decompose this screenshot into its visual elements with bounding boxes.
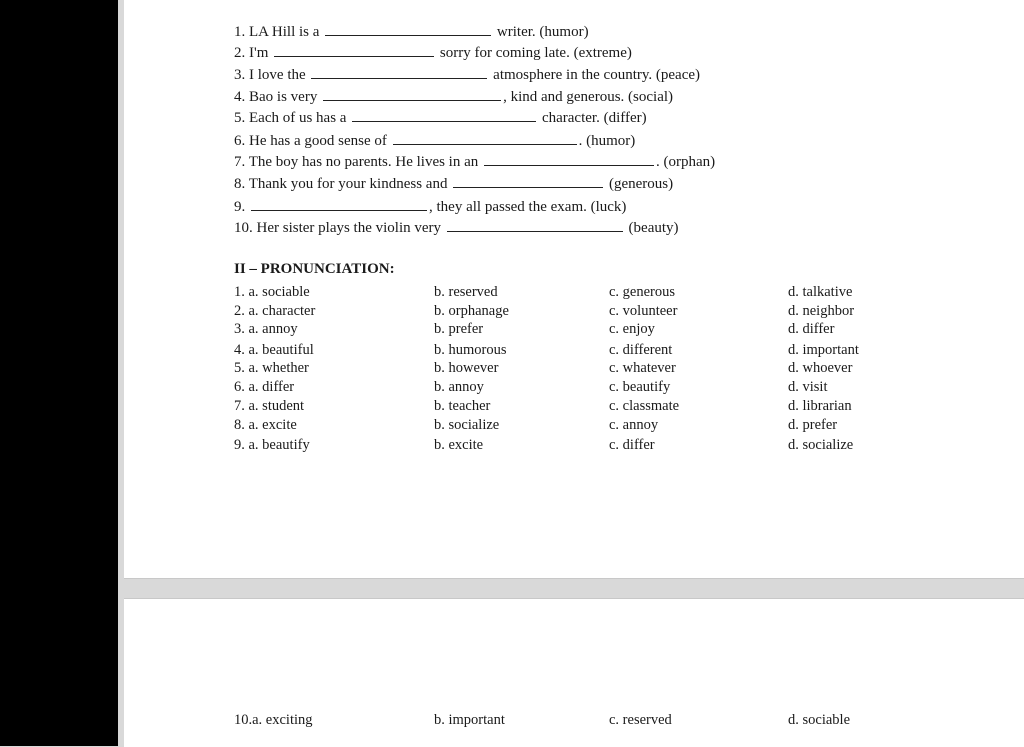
pronunciation-row: 10.a. exciting b. important c. reserved d. sociable [234,712,851,728]
answer-blank[interactable] [447,217,623,232]
pronunciation-row: 4. a. beautiful b. humorous c. different d. important [234,342,859,358]
document-page-1 [124,0,1024,579]
sentence-3: 3. I love the atmosphere in the country. (peace) [234,64,700,84]
answer-blank[interactable] [325,21,491,36]
pronunciation-row: 3. a. annoy b. prefer c. enjoy d. differ [234,321,835,337]
pronunciation-row: 1. a. sociable b. reserved c. generous d. talkative [234,284,853,300]
pronunciation-row: 5. a. whether b. however c. whatever d. whoever [234,360,853,376]
answer-blank[interactable] [323,86,501,101]
sentence-10: 10. Her sister plays the violin very (beauty) [234,217,679,237]
sentence-5: 5. Each of us has a character. (differ) [234,107,647,127]
answer-blank[interactable] [274,42,434,57]
pronunciation-row: 2. a. character b. orphanage c. volunteer d. neighbor [234,303,855,319]
answer-blank[interactable] [352,107,536,122]
pronunciation-row: 9. a. beautify b. excite c. differ d. socialize [234,437,854,453]
pronunciation-heading: II – PRONUNCIATION: [234,261,395,277]
sentence-6: 6. He has a good sense of . (humor) [234,130,635,150]
left-dark-margin [0,0,118,746]
sentence-2: 2. I'm sorry for coming late. (extreme) [234,42,632,62]
answer-blank[interactable] [484,151,654,166]
pronunciation-row: 6. a. differ b. annoy c. beautify d. visit [234,379,828,395]
answer-blank[interactable] [393,130,577,145]
sentence-9: 9. , they all passed the exam. (luck) [234,196,626,216]
pronunciation-row: 8. a. excite b. socialize c. annoy d. prefer [234,417,838,433]
pronunciation-row: 7. a. student b. teacher c. classmate d. librarian [234,398,852,414]
sentence-1: 1. LA Hill is a writer. (humor) [234,21,589,41]
answer-blank[interactable] [311,64,487,79]
document-page-2 [124,598,1024,747]
sentence-8: 8. Thank you for your kindness and (generous) [234,173,673,193]
answer-blank[interactable] [251,196,427,211]
answer-blank[interactable] [453,173,603,188]
sentence-7: 7. The boy has no parents. He lives in an . (orphan) [234,151,715,171]
sentence-4: 4. Bao is very , kind and generous. (social) [234,86,673,106]
